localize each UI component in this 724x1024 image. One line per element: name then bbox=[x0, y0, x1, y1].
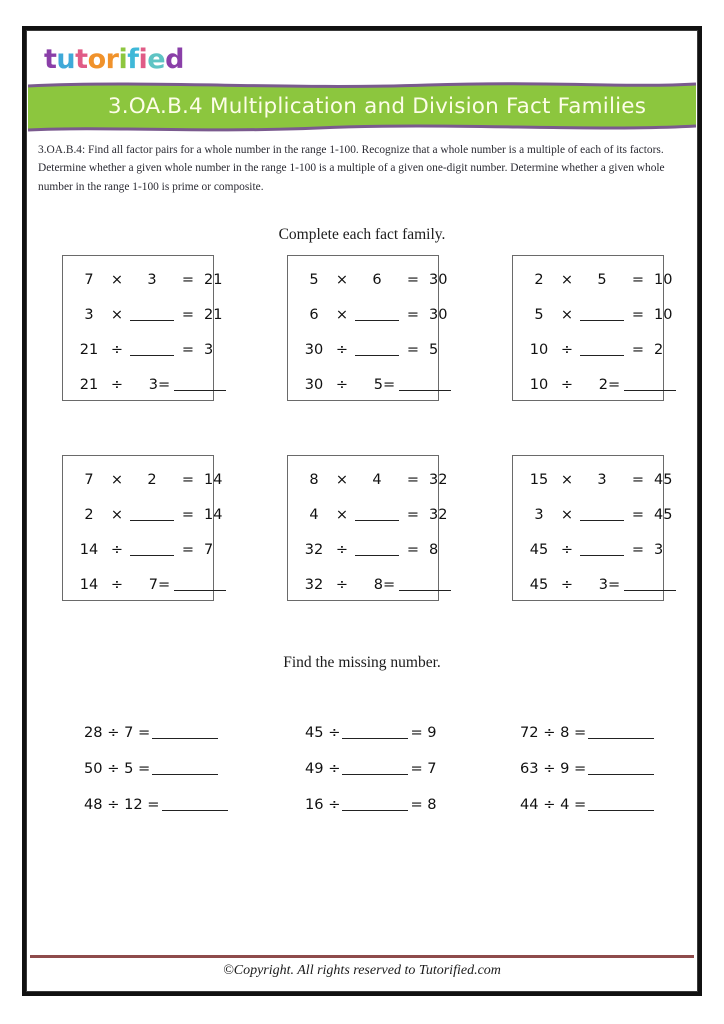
fact-family-equation bbox=[522, 532, 724, 567]
result-value: 21 bbox=[204, 271, 223, 288]
fact-family-equation bbox=[522, 567, 724, 602]
fact-family-equation bbox=[72, 332, 287, 367]
operand-b-blank[interactable] bbox=[128, 542, 176, 558]
equals-sign: = bbox=[406, 541, 420, 558]
result-blank[interactable] bbox=[622, 577, 684, 593]
operand-b: 7 bbox=[148, 576, 158, 593]
logo-letter-1: u bbox=[56, 44, 76, 75]
operand-b-blank[interactable] bbox=[353, 507, 401, 523]
answer-blank[interactable] bbox=[130, 507, 174, 521]
multiply-icon: × bbox=[110, 271, 124, 288]
multiply-icon: × bbox=[110, 306, 124, 323]
divide-icon: ÷ bbox=[335, 541, 349, 558]
fact-family-rows bbox=[297, 262, 512, 402]
operand-a: 10 bbox=[529, 376, 549, 393]
equals-sign: = bbox=[631, 341, 645, 358]
operand-a: 45 bbox=[529, 541, 549, 558]
equals-sign: = bbox=[181, 506, 195, 523]
logo-letter-8: e bbox=[147, 44, 166, 75]
divide-icon: ÷ bbox=[560, 541, 574, 558]
fact-family-equation bbox=[522, 497, 724, 532]
fact-family-equation bbox=[522, 332, 724, 367]
answer-blank[interactable] bbox=[355, 307, 399, 321]
missing-number-problem bbox=[305, 796, 437, 813]
problem-suffix: = 7 bbox=[410, 760, 437, 777]
answer-blank[interactable] bbox=[624, 577, 676, 591]
result-value: 2 bbox=[654, 341, 664, 358]
fact-family-heading: Complete each fact family. bbox=[278, 226, 446, 243]
problem-prefix: 28 ÷ 7 = bbox=[84, 724, 151, 741]
fact-family-equation bbox=[297, 532, 512, 567]
fact-family-equation bbox=[72, 497, 287, 532]
multiply-icon: × bbox=[335, 271, 349, 288]
result-value: 7 bbox=[204, 541, 214, 558]
fact-family-rows bbox=[72, 262, 287, 402]
operand-a: 30 bbox=[304, 376, 324, 393]
operand-a: 5 bbox=[309, 271, 319, 288]
problem-suffix: = 8 bbox=[410, 796, 437, 813]
answer-blank[interactable] bbox=[162, 797, 228, 811]
answer-blank[interactable] bbox=[399, 377, 451, 391]
logo-letter-0: t bbox=[44, 44, 57, 75]
logo-letter-5: i bbox=[118, 44, 128, 75]
equals-sign: = bbox=[406, 471, 420, 488]
fact-family-equation bbox=[72, 532, 287, 567]
fact-family-rows bbox=[522, 462, 724, 602]
operand-a: 8 bbox=[309, 471, 319, 488]
operand-b: 3 bbox=[598, 576, 608, 593]
fact-family-rows bbox=[522, 262, 724, 402]
operand-a: 45 bbox=[529, 576, 549, 593]
equals-sign: = bbox=[158, 576, 171, 593]
problem-prefix: 72 ÷ 8 = bbox=[520, 724, 587, 741]
operand-b: 8 bbox=[373, 576, 383, 593]
answer-blank[interactable] bbox=[355, 507, 399, 521]
operand-b-blank[interactable] bbox=[128, 307, 176, 323]
answer-blank[interactable] bbox=[588, 725, 654, 739]
result-value: 30 bbox=[429, 271, 448, 288]
logo-letter-6: f bbox=[127, 44, 139, 75]
footer-divider bbox=[30, 955, 694, 958]
operand-a: 2 bbox=[84, 506, 94, 523]
result-value: 3 bbox=[654, 541, 664, 558]
result-value: 14 bbox=[204, 506, 223, 523]
operand-a: 7 bbox=[84, 271, 94, 288]
answer-blank[interactable] bbox=[624, 377, 676, 391]
equals-sign: = bbox=[406, 506, 420, 523]
answer-blank[interactable] bbox=[130, 307, 174, 321]
operand-a: 32 bbox=[304, 576, 324, 593]
answer-blank[interactable] bbox=[342, 797, 408, 811]
missing-number-heading: Find the missing number. bbox=[283, 654, 441, 671]
equals-sign: = bbox=[158, 376, 171, 393]
operand-a: 21 bbox=[79, 376, 99, 393]
equals-sign: = bbox=[406, 271, 420, 288]
problem-prefix: 63 ÷ 9 = bbox=[520, 760, 587, 777]
divide-icon: ÷ bbox=[110, 341, 124, 358]
missing-number-problem bbox=[84, 724, 220, 741]
operand-a: 4 bbox=[309, 506, 319, 523]
logo-letter-7: i bbox=[138, 44, 148, 75]
operand-b: 5 bbox=[373, 376, 383, 393]
answer-blank[interactable] bbox=[580, 342, 624, 356]
logo-letter-4: r bbox=[105, 44, 119, 75]
missing-number-problem bbox=[84, 796, 230, 813]
multiply-icon: × bbox=[335, 471, 349, 488]
fact-family-equation bbox=[297, 367, 512, 402]
divide-icon: ÷ bbox=[335, 376, 349, 393]
result-value: 10 bbox=[654, 271, 673, 288]
answer-blank[interactable] bbox=[152, 761, 218, 775]
answer-blank[interactable] bbox=[130, 542, 174, 556]
operand-b-blank[interactable] bbox=[353, 542, 401, 558]
fact-family-equation bbox=[522, 367, 724, 402]
logo-letter-2: t bbox=[75, 44, 88, 75]
problem-prefix: 44 ÷ 4 = bbox=[520, 796, 587, 813]
divide-icon: ÷ bbox=[560, 376, 574, 393]
fact-family-rows bbox=[72, 462, 287, 602]
fact-family-equation bbox=[297, 262, 512, 297]
operand-a: 3 bbox=[84, 306, 94, 323]
multiply-icon: × bbox=[335, 506, 349, 523]
result-blank[interactable] bbox=[622, 377, 684, 393]
fact-family-equation bbox=[297, 567, 512, 602]
missing-number-problem bbox=[305, 760, 437, 777]
equals-sign: = bbox=[181, 271, 195, 288]
answer-blank[interactable] bbox=[130, 342, 174, 356]
fact-family-rows bbox=[297, 462, 512, 602]
operand-b: 5 bbox=[597, 271, 607, 288]
multiply-icon: × bbox=[110, 506, 124, 523]
answer-blank[interactable] bbox=[580, 542, 624, 556]
fact-family-equation bbox=[72, 462, 287, 497]
answer-blank[interactable] bbox=[152, 725, 218, 739]
equals-sign: = bbox=[631, 541, 645, 558]
fact-family-equation bbox=[72, 367, 287, 402]
operand-b-blank[interactable] bbox=[578, 507, 626, 523]
operand-b-blank[interactable] bbox=[128, 342, 176, 358]
operand-a: 10 bbox=[529, 341, 549, 358]
title-banner bbox=[28, 80, 696, 132]
equals-sign: = bbox=[406, 341, 420, 358]
equals-sign: = bbox=[631, 271, 645, 288]
operand-b: 3 bbox=[147, 271, 157, 288]
fact-family-equation bbox=[297, 462, 512, 497]
fact-family-equation bbox=[297, 297, 512, 332]
logo-letter-9: d bbox=[165, 44, 184, 75]
fact-family-equation bbox=[297, 332, 512, 367]
equals-sign: = bbox=[608, 576, 621, 593]
answer-blank[interactable] bbox=[355, 342, 399, 356]
equals-sign: = bbox=[608, 376, 621, 393]
result-blank[interactable] bbox=[172, 377, 234, 393]
divide-icon: ÷ bbox=[335, 576, 349, 593]
fact-family-equation bbox=[72, 567, 287, 602]
divide-icon: ÷ bbox=[110, 576, 124, 593]
multiply-icon: × bbox=[560, 271, 574, 288]
answer-blank[interactable] bbox=[588, 761, 654, 775]
operand-a: 7 bbox=[84, 471, 94, 488]
operand-b-blank[interactable] bbox=[578, 342, 626, 358]
operand-a: 32 bbox=[304, 541, 324, 558]
fact-family-equation bbox=[522, 462, 724, 497]
operand-b-blank[interactable] bbox=[128, 507, 176, 523]
missing-number-problem bbox=[520, 760, 656, 777]
banner-title-text bbox=[28, 80, 696, 132]
fact-family-equation bbox=[522, 297, 724, 332]
operand-b: 4 bbox=[372, 471, 382, 488]
multiply-icon: × bbox=[560, 471, 574, 488]
answer-blank[interactable] bbox=[342, 725, 408, 739]
standard-description: 3.OA.B.4: Find all factor pairs for a whole number in the range 1-100. Recognize that a whole number is a multiple of each of its factors. Determine whether a given whole number in the range 1-100 is a multiple of a given one-digit number. Determine whether a given whole number in the range 1-100 is prime or composite. bbox=[38, 144, 665, 193]
result-value: 3 bbox=[204, 341, 214, 358]
equals-sign: = bbox=[383, 576, 396, 593]
operand-b-blank[interactable] bbox=[578, 307, 626, 323]
operand-a: 14 bbox=[79, 541, 99, 558]
answer-blank[interactable] bbox=[588, 797, 654, 811]
result-value: 45 bbox=[654, 471, 673, 488]
copyright-text: ©Copyright. All rights reserved to Tutorified.com bbox=[223, 963, 501, 978]
problem-suffix: = 9 bbox=[410, 724, 437, 741]
equals-sign: = bbox=[631, 306, 645, 323]
result-value: 14 bbox=[204, 471, 223, 488]
problem-prefix: 50 ÷ 5 = bbox=[84, 760, 151, 777]
operand-b: 2 bbox=[147, 471, 157, 488]
fact-family-equation bbox=[522, 262, 724, 297]
equals-sign: = bbox=[181, 541, 195, 558]
operand-b-blank[interactable] bbox=[578, 542, 626, 558]
operand-a: 5 bbox=[534, 306, 544, 323]
result-value: 5 bbox=[429, 341, 439, 358]
missing-number-problem bbox=[520, 796, 656, 813]
multiply-icon: × bbox=[560, 306, 574, 323]
answer-blank[interactable] bbox=[580, 507, 624, 521]
result-value: 8 bbox=[429, 541, 439, 558]
operand-b-blank[interactable] bbox=[353, 342, 401, 358]
divide-icon: ÷ bbox=[335, 341, 349, 358]
multiply-icon: × bbox=[110, 471, 124, 488]
operand-b: 2 bbox=[598, 376, 608, 393]
problem-prefix: 16 ÷ bbox=[305, 796, 341, 813]
tutorified-logo bbox=[44, 46, 184, 73]
result-value: 32 bbox=[429, 471, 448, 488]
multiply-icon: × bbox=[335, 306, 349, 323]
divide-icon: ÷ bbox=[560, 576, 574, 593]
result-value: 21 bbox=[204, 306, 223, 323]
fact-family-equation bbox=[72, 262, 287, 297]
answer-blank[interactable] bbox=[174, 577, 226, 591]
missing-number-problem bbox=[305, 724, 437, 741]
problem-prefix: 49 ÷ bbox=[305, 760, 341, 777]
operand-a: 14 bbox=[79, 576, 99, 593]
answer-blank[interactable] bbox=[399, 577, 451, 591]
banner-title-label: 3.OA.B.4 Multiplication and Division Fact Families bbox=[107, 93, 647, 119]
divide-icon: ÷ bbox=[110, 376, 124, 393]
equals-sign: = bbox=[181, 471, 195, 488]
operand-a: 21 bbox=[79, 341, 99, 358]
problem-prefix: 48 ÷ 12 = bbox=[84, 796, 160, 813]
operand-a: 6 bbox=[309, 306, 319, 323]
fact-family-equation bbox=[297, 497, 512, 532]
answer-blank[interactable] bbox=[342, 761, 408, 775]
problem-prefix: 45 ÷ bbox=[305, 724, 341, 741]
result-blank[interactable] bbox=[397, 577, 459, 593]
equals-sign: = bbox=[383, 376, 396, 393]
missing-number-problem bbox=[520, 724, 656, 741]
result-value: 45 bbox=[654, 506, 673, 523]
operand-b: 3 bbox=[148, 376, 158, 393]
operand-b: 6 bbox=[372, 271, 382, 288]
equals-sign: = bbox=[631, 506, 645, 523]
divide-icon: ÷ bbox=[110, 541, 124, 558]
equals-sign: = bbox=[406, 306, 420, 323]
multiply-icon: × bbox=[560, 506, 574, 523]
equals-sign: = bbox=[631, 471, 645, 488]
answer-blank[interactable] bbox=[580, 307, 624, 321]
fact-family-equation bbox=[72, 297, 287, 332]
result-value: 30 bbox=[429, 306, 448, 323]
operand-a: 2 bbox=[534, 271, 544, 288]
operand-b: 3 bbox=[597, 471, 607, 488]
result-value: 10 bbox=[654, 306, 673, 323]
result-blank[interactable] bbox=[172, 577, 234, 593]
missing-number-problem bbox=[84, 760, 220, 777]
divide-icon: ÷ bbox=[560, 341, 574, 358]
logo-letter-3: o bbox=[87, 44, 106, 75]
result-blank[interactable] bbox=[397, 377, 459, 393]
equals-sign: = bbox=[181, 306, 195, 323]
answer-blank[interactable] bbox=[174, 377, 226, 391]
operand-a: 3 bbox=[534, 506, 544, 523]
operand-a: 15 bbox=[529, 471, 549, 488]
equals-sign: = bbox=[181, 341, 195, 358]
operand-a: 30 bbox=[304, 341, 324, 358]
answer-blank[interactable] bbox=[355, 542, 399, 556]
operand-b-blank[interactable] bbox=[353, 307, 401, 323]
result-value: 32 bbox=[429, 506, 448, 523]
